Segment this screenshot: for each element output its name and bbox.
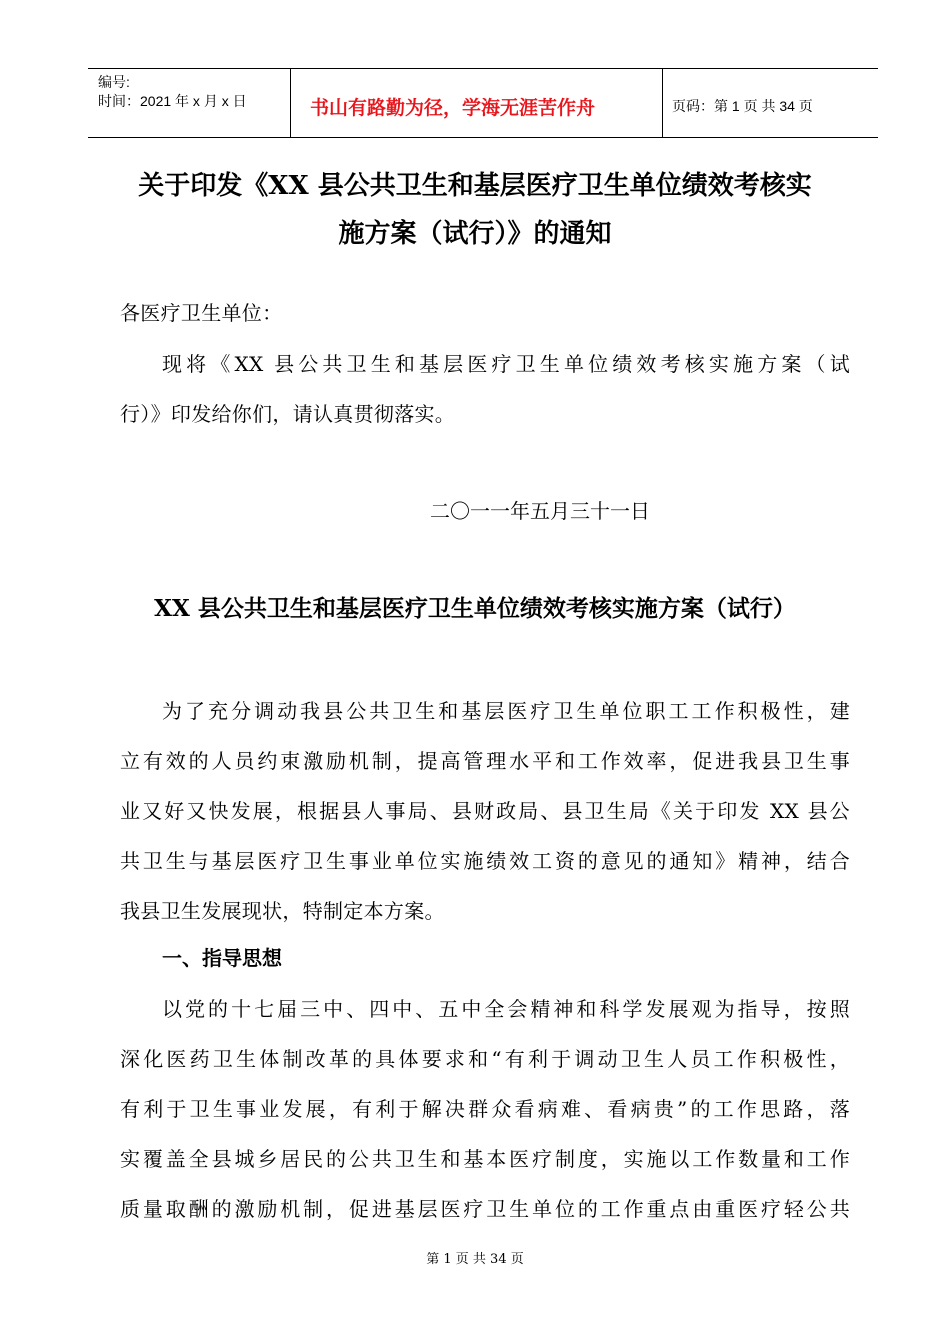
header-motto: 书山有路勤为径，学海无涯苦作舟 — [310, 97, 596, 119]
notice-body-line: 行）》印发给你们，请认真贯彻落实。 — [120, 402, 456, 426]
document-time-label: 时间：2021 年 x 月 x 日 — [98, 93, 247, 109]
intro-line: 为了充分调动我县公共卫生和基层医疗卫生单位职工工作积极性，建 — [162, 699, 850, 723]
notice-body-line: 现将《XX 县公共卫生和基层医疗卫生单位绩效考核实施方案（试 — [162, 352, 850, 376]
section-heading: 一、指导思想 — [162, 946, 282, 970]
intro-line: 我县卫生发展现状，特制定本方案。 — [120, 899, 445, 923]
header-page-cell — [662, 69, 876, 137]
intro-line: 立有效的人员约束激励机制，提高管理水平和工作效率，促进我县卫生事 — [120, 749, 850, 773]
header-meta-cell — [88, 69, 291, 137]
section-line: 有利于卫生事业发展，有利于解决群众看病难、看病贵”的工作思路，落 — [120, 1097, 850, 1121]
header-page-label: 页码：第 1 页 共 34 页 — [672, 98, 813, 114]
section-line: 深化医药卫生体制改革的具体要求和“有利于调动卫生人员工作积极性， — [120, 1047, 850, 1071]
intro-line: 共卫生与基层医疗卫生事业单位实施绩效工资的意见的通知》精神，结合 — [120, 849, 850, 873]
section-line: 实覆盖全县城乡居民的公共卫生和基本医疗制度，实施以工作数量和工作 — [120, 1147, 850, 1171]
section-line: 质量取酬的激励机制，促进基层医疗卫生单位的工作重点由重医疗轻公共 — [120, 1197, 850, 1221]
notice-salutation: 各医疗卫生单位： — [120, 301, 283, 325]
notice-title-line-1: 关于印发《XX 县公共卫生和基层医疗卫生单位绩效考核实 — [138, 171, 812, 201]
notice-date: 二〇一一年五月三十一日 — [430, 499, 650, 523]
section-line: 以党的十七届三中、四中、五中全会精神和科学发展观为指导，按照 — [162, 997, 850, 1021]
page-footer: 第 1 页 共 34 页 — [426, 1252, 524, 1267]
header-motto-cell — [290, 69, 663, 137]
intro-line: 业又好又快发展，根据县人事局、县财政局、县卫生局《关于印发 XX 县公 — [120, 799, 850, 823]
notice-title-line-2: 施方案（试行）》的通知 — [338, 219, 612, 249]
page-header — [88, 68, 878, 138]
plan-title: XX 县公共卫生和基层医疗卫生单位绩效考核实施方案（试行） — [154, 595, 796, 622]
document-number-label: 编号: — [98, 74, 130, 90]
